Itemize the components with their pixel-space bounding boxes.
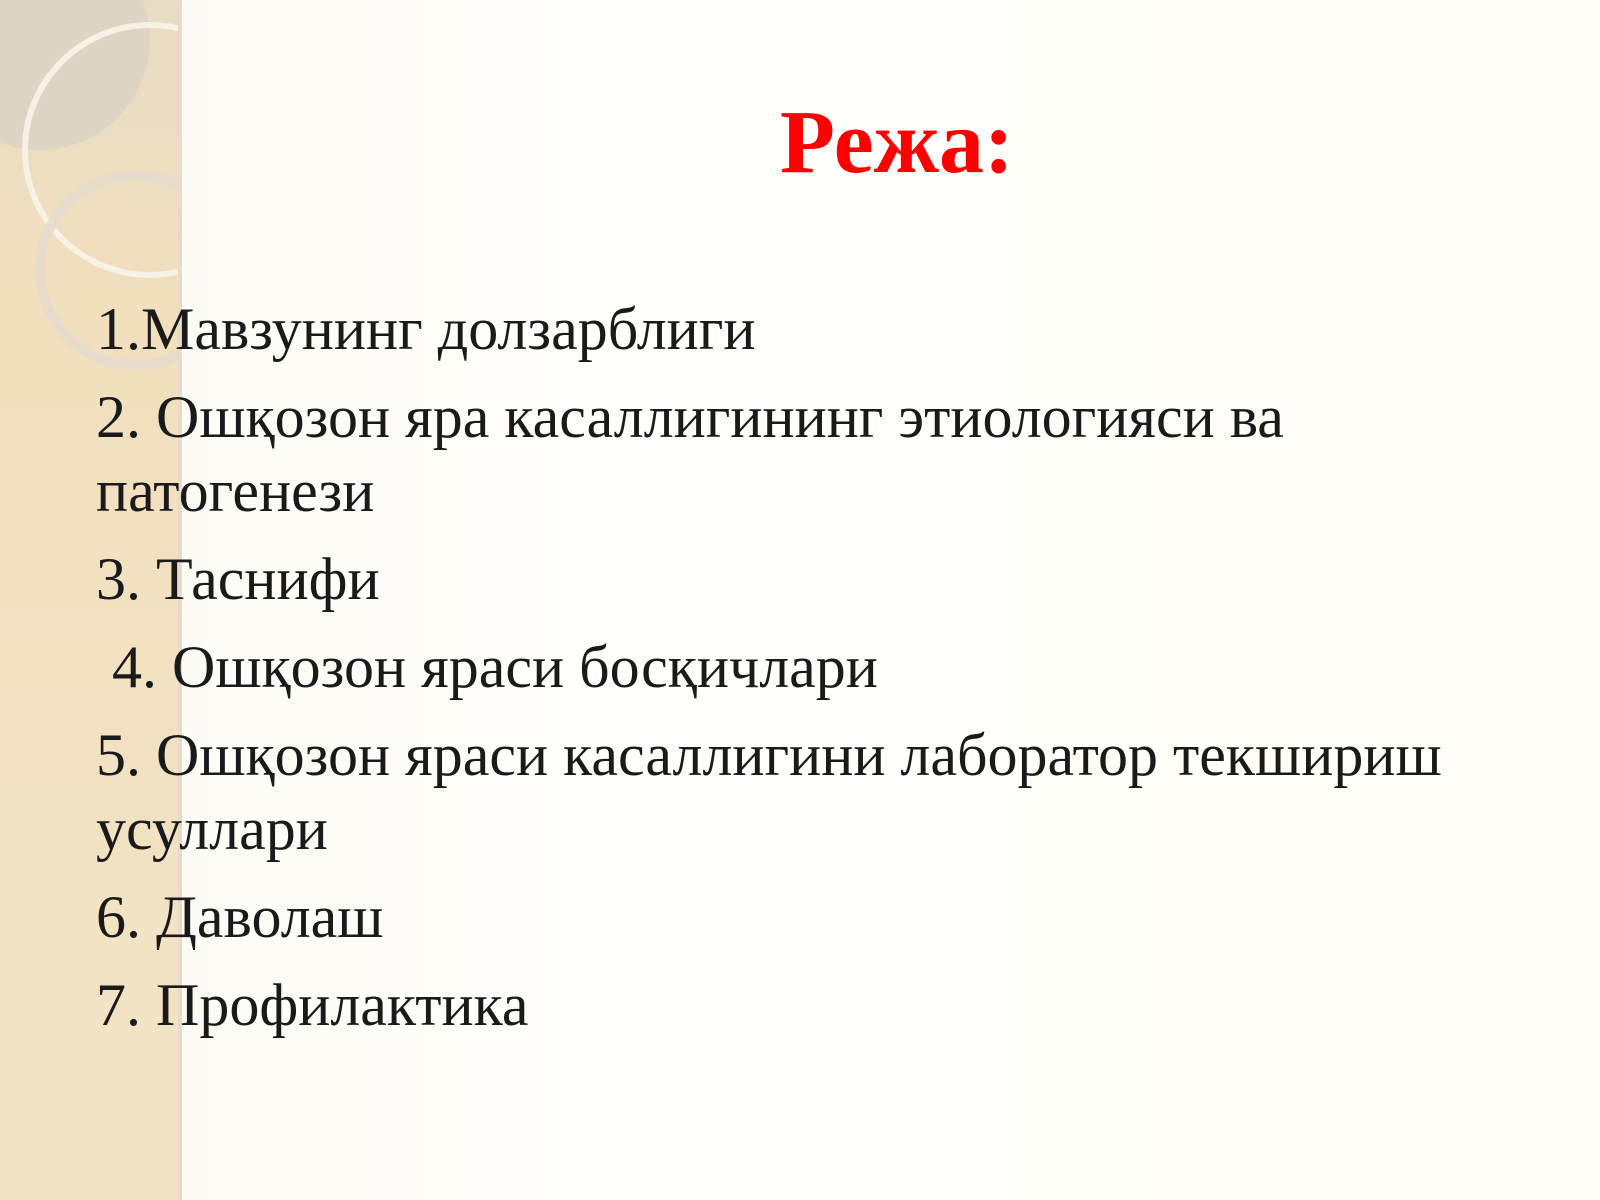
outline-list <box>96 292 1556 1056</box>
list-item: 1.Мавзунинг долзарблиги <box>96 296 756 362</box>
slide-title: Режа: <box>780 93 1014 192</box>
list-item: 5. Ошқозон яраси касаллигини лаборатор текшириш усуллари <box>96 722 1442 862</box>
list-item: 7. Профилактика <box>96 972 529 1038</box>
list-item: 2. Ошқозон яра касаллигининг этиологияси ва патогенези <box>96 384 1284 524</box>
list-item: 4. Ошқозон яраси босқичлари <box>112 634 878 700</box>
decorative-circle <box>0 0 150 150</box>
list-item: 3. Таснифи <box>96 546 380 612</box>
list-item: 6. Даволаш <box>96 884 384 950</box>
